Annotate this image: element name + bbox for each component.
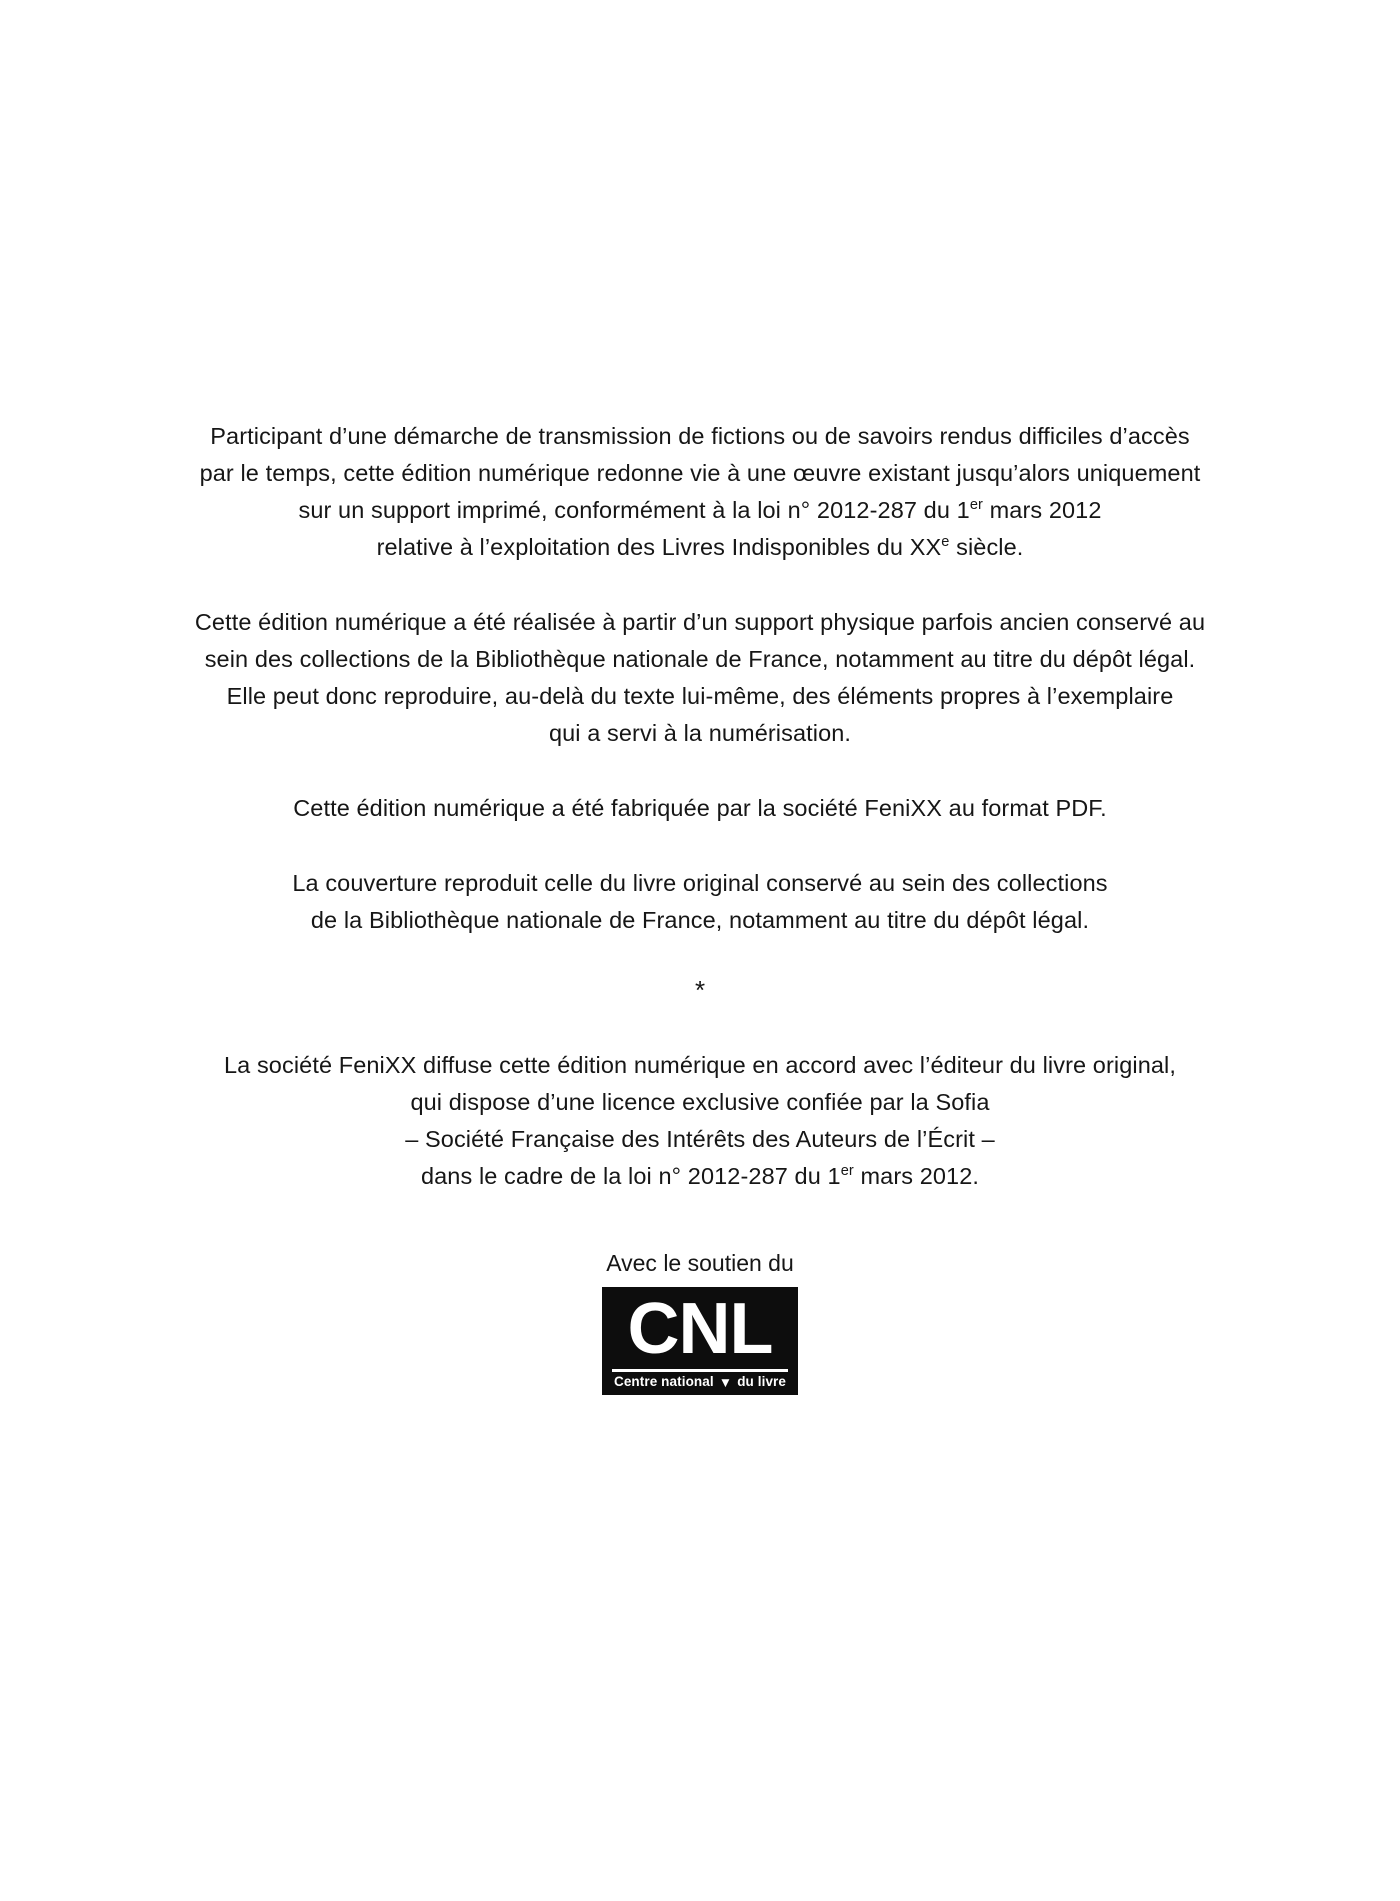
- paragraph-line: La couverture reproduit celle du livre original conservé au sein des collections: [292, 870, 1108, 896]
- paragraph-format: [135, 790, 1265, 827]
- paragraph-line: – Société Française des Intérêts des Auteurs de l’Écrit –: [405, 1126, 995, 1152]
- check-icon: ▼: [718, 1375, 733, 1390]
- paragraph-line: La société FeniXX diffuse cette édition numérique en accord avec l’éditeur du livre original,: [223, 1052, 1177, 1078]
- paragraph-line: par le temps, cette édition numérique redonne vie à une œuvre existant jusqu’alors uniquement: [199, 460, 1201, 486]
- text-fragment: mars 2012.: [853, 1163, 980, 1189]
- notice-content: [135, 418, 1265, 1395]
- paragraph-line: Cette édition numérique a été réalisée à partir d’un support physique parfois ancien conservé au: [194, 609, 1206, 635]
- paragraph-line: Participant d’une démarche de transmission de fictions ou de savoirs rendus difficiles d’accès: [210, 423, 1190, 449]
- section-separator: *: [694, 975, 706, 1005]
- text-fragment: dans le cadre de la loi n° 2012-287 du 1: [420, 1163, 841, 1189]
- paragraph-diffusion: [135, 1047, 1265, 1195]
- cnl-subtitle: [602, 1374, 798, 1390]
- cnl-underline: [612, 1369, 788, 1372]
- paragraph-cover: [135, 865, 1265, 939]
- cnl-letters-main: CN: [627, 1289, 730, 1369]
- paragraph-line: de la Bibliothèque nationale de France, notamment au titre du dépôt légal.: [310, 907, 1090, 933]
- paragraph-line: Cette édition numérique a été fabriquée par la société FeniXX au format PDF.: [293, 795, 1107, 821]
- paragraph-intro: [135, 418, 1265, 566]
- cnl-letters: [602, 1289, 798, 1369]
- cnl-letters-last: L: [729, 1289, 773, 1369]
- text-fragment: mars 2012: [982, 497, 1102, 523]
- paragraph-line: [135, 1158, 1265, 1195]
- cnl-subtitle-left: Centre national: [613, 1374, 714, 1389]
- superscript-er: er: [840, 1163, 854, 1180]
- paragraph-line: [135, 492, 1265, 529]
- text-fragment: sur un support imprimé, conformément à la loi n° 2012-287 du 1: [298, 497, 970, 523]
- cnl-logo-icon: [602, 1287, 798, 1395]
- support-logo-block: [135, 1249, 1265, 1395]
- paragraph-line: [135, 529, 1265, 566]
- paragraph-line: qui a servi à la numérisation.: [548, 720, 852, 746]
- text-fragment: relative à l’exploitation des Livres Indisponibles du XX: [376, 534, 942, 560]
- paragraph-line: qui dispose d’une licence exclusive confiée par la Sofia: [410, 1089, 990, 1115]
- logo-caption: Avec le soutien du: [606, 1250, 794, 1276]
- text-fragment: siècle.: [949, 534, 1024, 560]
- paragraph-line: Elle peut donc reproduire, au-delà du texte lui-même, des éléments propres à l’exemplaire: [226, 683, 1174, 709]
- cnl-subtitle-right: du livre: [737, 1374, 787, 1389]
- paragraph-source: [135, 604, 1265, 752]
- superscript-er: er: [969, 497, 983, 514]
- paragraph-line: sein des collections de la Bibliothèque nationale de France, notamment au titre du dépôt légal.: [204, 646, 1196, 672]
- superscript-e: e: [941, 534, 950, 551]
